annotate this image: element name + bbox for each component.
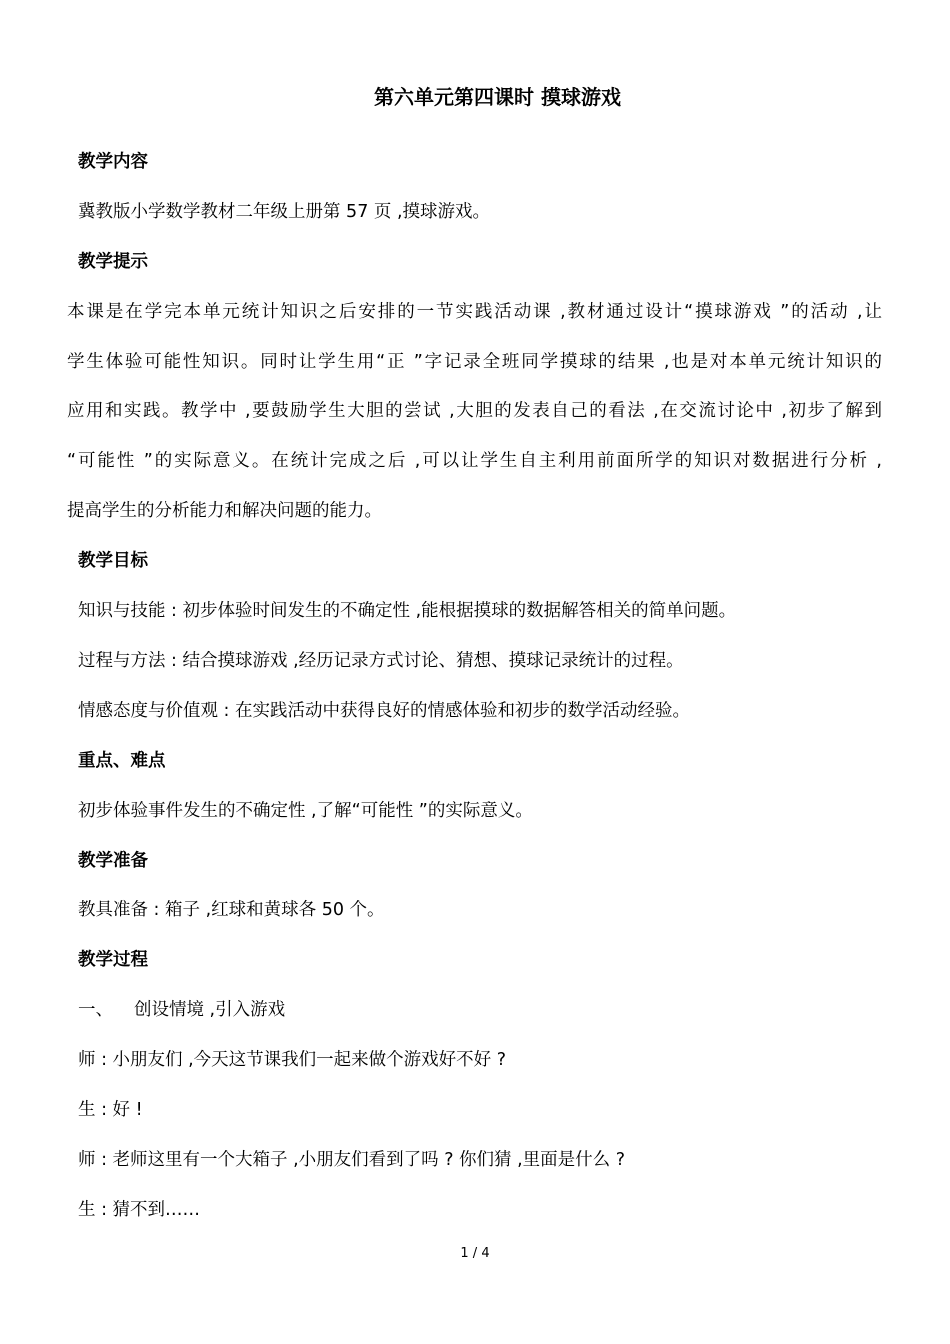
heading-goals: 教学目标: [78, 551, 148, 571]
heading-key-points: 重点、难点: [78, 751, 166, 771]
page-title: 第六单元第四课时 摸球游戏: [374, 85, 621, 109]
paragraph-preparation: 教具准备 : 箱子 ,红球和黄球各 50 个。: [78, 900, 385, 920]
dialogue-line: 生 : 猜不到……: [78, 1200, 201, 1220]
heading-preparation: 教学准备: [78, 851, 148, 871]
hint-line-4: “可能性 ”的实际意义。在统计完成之后 ,可以让学生自主利用前面所学的知识对数据进行分析 ,: [67, 451, 882, 471]
dialogue-line: 师 : 老师这里有一个大箱子 ,小朋友们看到了吗 ? 你们猜 ,里面是什么 ?: [78, 1150, 626, 1170]
heading-content: 教学内容: [78, 152, 148, 172]
dialogue-line: 生 : 好 !: [78, 1100, 143, 1120]
heading-hint: 教学提示: [78, 252, 148, 272]
step-title: 创设情境 ,引入游戏: [134, 1000, 286, 1020]
page-indicator: 1 / 4: [460, 1246, 490, 1261]
hint-line-3: 应用和实践。教学中 ,要鼓励学生大胆的尝试 ,大胆的发表自己的看法 ,在交流讨论中 ,初步了解到: [67, 401, 882, 421]
hint-line-1: 本课是在学完本单元统计知识之后安排的一节实践活动课 ,教材通过设计“摸球游戏 ”的活动 ,让: [67, 302, 882, 322]
paragraph-content: 冀教版小学数学教材二年级上册第 57 页 ,摸球游戏。: [78, 202, 491, 222]
hint-line-5: 提高学生的分析能力和解决问题的能力。: [67, 501, 382, 521]
goal-item: 过程与方法 : 结合摸球游戏 ,经历记录方式讨论、猜想、摸球记录统计的过程。: [78, 651, 684, 671]
step-marker: 一、: [78, 1000, 113, 1020]
hint-line-2: 学生体验可能性知识。同时让学生用“正 ”字记录全班同学摸球的结果 ,也是对本单元统计知识的: [67, 352, 882, 372]
heading-process: 教学过程: [78, 950, 148, 970]
paragraph-key-points: 初步体验事件发生的不确定性 ,了解“可能性 ”的实际意义。: [78, 801, 533, 821]
dialogue-line: 师 : 小朋友们 ,今天这节课我们一起来做个游戏好不好 ?: [78, 1050, 506, 1070]
goal-item: 情感态度与价值观 : 在实践活动中获得良好的情感体验和初步的数学活动经验。: [78, 701, 691, 721]
goal-item: 知识与技能 : 初步体验时间发生的不确定性 ,能根据摸球的数据解答相关的简单问题。: [78, 601, 737, 621]
